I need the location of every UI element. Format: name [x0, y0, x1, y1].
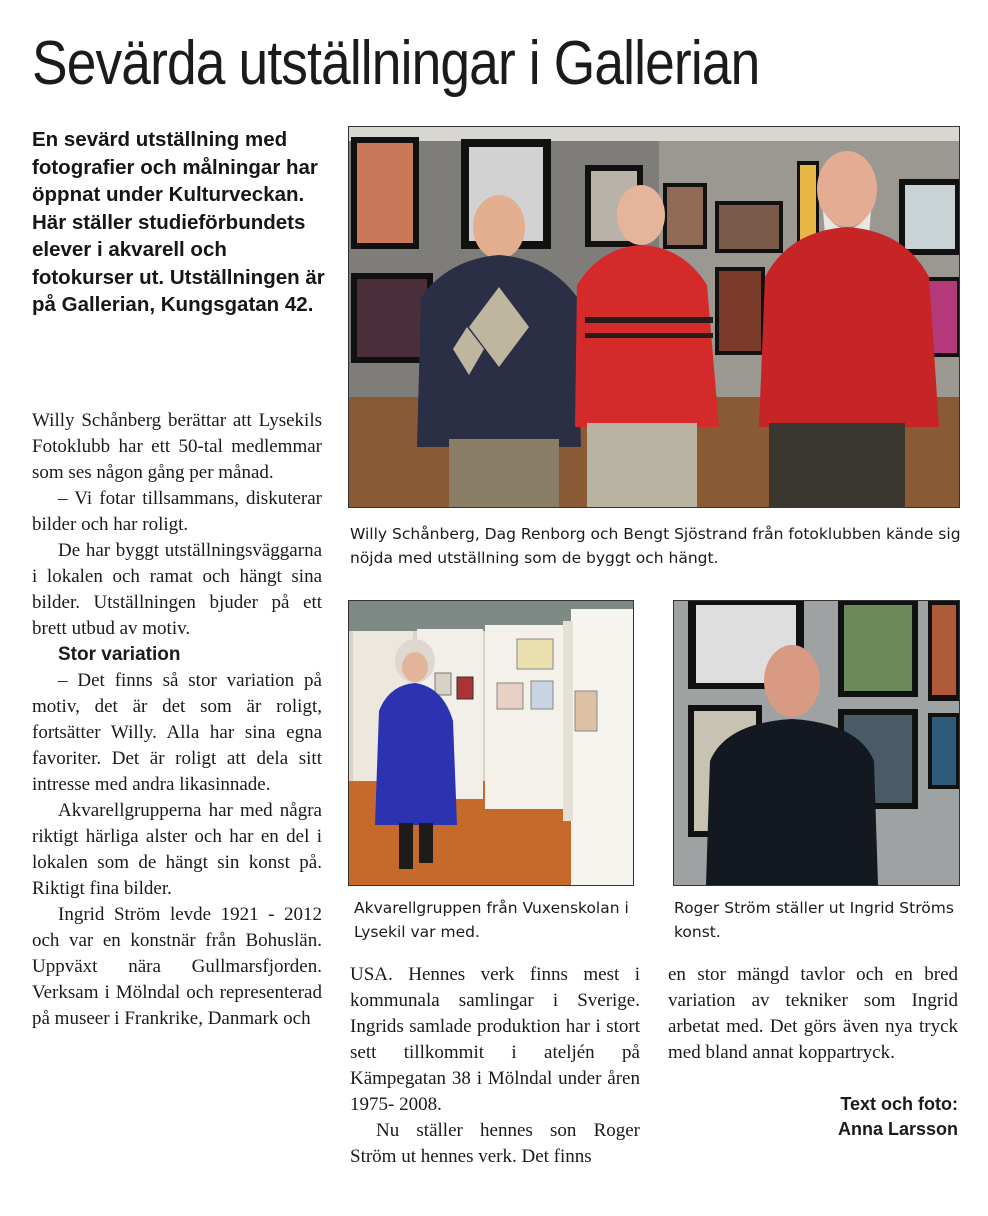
paragraph: Ingrid Ström levde 1921 - 2012 och var en konstnär från Bohuslän. Uppväxt nära Gullmarsfjorden. Verksam i Mölndal och representerad på museer i Frankrike, Danmark och [32, 904, 322, 1029]
article-column-1 [32, 408, 322, 1032]
paragraph: Akvarellgrupperna har med några riktigt härliga alster och har en del i lokalen som de hängt sin konst på. Riktigt fina bilder. [32, 800, 322, 899]
subheading: Stor variation [58, 644, 181, 665]
photo-roger-strom [673, 600, 960, 886]
paragraph: – Det finns så stor variation på motiv, det är det som är roligt, fortsätter Willy. Alla har sina egna favoriter. Det är roligt att dela sitt intresse med andra likasinnade. [32, 670, 322, 795]
ingress [32, 126, 332, 319]
ingress-text: En sevärd utställning med fotografier och målningar har öppnat under Kulturveckan. Här ställer studieförbundets elever i akvarell och fotokurser ut. Utställningen är på Gallerian, Kungsgatan 42. [32, 128, 325, 316]
article-column-3 [668, 962, 958, 1066]
photo-three-men [348, 126, 960, 508]
paragraph: USA. Hennes verk finns mest i kommunala samlingar i Sverige. Ingrids samlade produktion har i stort sett tillkommit i ateljén på Kämpegatan 38 i Mölndal under åren 1975- 2008. [350, 964, 640, 1115]
paragraph: De har byggt utställningsväggarna i lokalen och ramat och hängt sina bilder. Utställningen bjuder på ett brett utbud av motiv. [32, 540, 322, 639]
caption-right-photo: Roger Ström ställer ut Ingrid Ströms konst. [674, 899, 954, 941]
headline: Sevärda utställningar i Gallerian [32, 29, 760, 98]
paragraph: – Vi fotar tillsammans, diskuterar bilder och har roligt. [32, 488, 322, 535]
photo-watercolor-group [348, 600, 634, 886]
byline-author: Anna Larsson [837, 1119, 958, 1139]
paragraph: Willy Schånberg berättar att Lysekils Fotoklubb har ett 50-tal medlemmar som ses någon gång per månad. [32, 410, 322, 483]
article-column-2 [350, 962, 640, 1170]
byline [668, 1092, 958, 1142]
byline-label: Text och foto: [840, 1094, 958, 1114]
paragraph: en stor mängd tavlor och en bred variation av tekniker som Ingrid arbetat med. Det görs även nya tryck med bland annat koppartryck. [668, 964, 958, 1063]
caption-left-photo: Akvarellgruppen från Vuxenskolan i Lysekil var med. [354, 899, 629, 941]
caption-main-photo: Willy Schånberg, Dag Renborg och Bengt Sjöstrand från fotoklubben kände sig nöjda med utställning som de byggt och hängt. [350, 525, 961, 567]
paragraph: Nu ställer hennes son Roger Ström ut hennes verk. Det finns [350, 1120, 640, 1167]
